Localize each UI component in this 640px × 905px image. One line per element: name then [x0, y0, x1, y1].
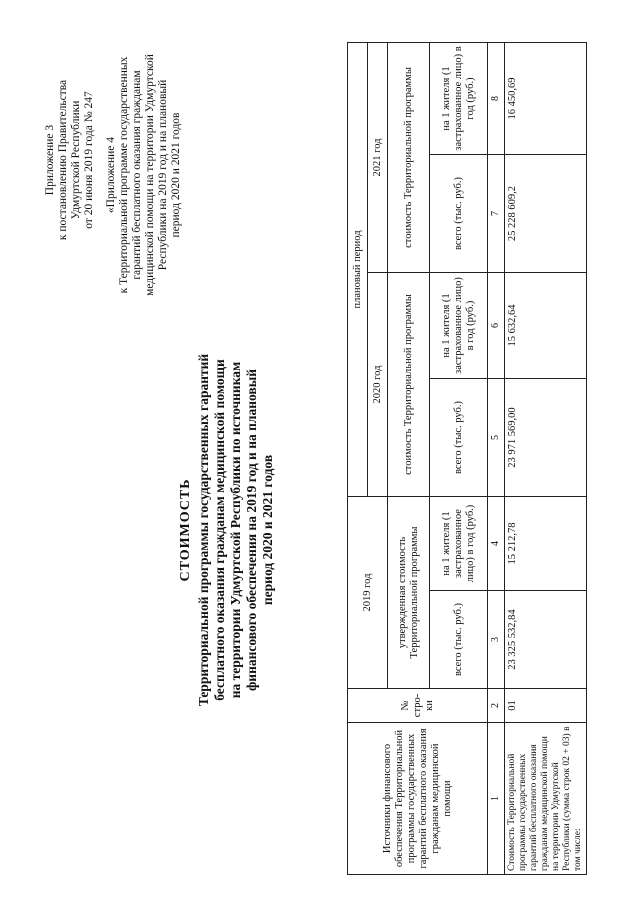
header-planned-period: плановый период [348, 42, 368, 496]
appendix-3-line: Удмуртской Республики [70, 100, 82, 220]
document-title [178, 295, 276, 765]
appendix-4-header [105, 40, 183, 310]
row-per-person-2021-cell: 16 450,69 [505, 42, 587, 154]
cost-table [347, 42, 587, 875]
column-number: 3 [488, 591, 505, 689]
appendix-4-line: период 2020 и 2021 годов [170, 112, 182, 238]
header-source: Источники финансового обеспечения Территориальной программы государственных гарантий бесплатного оказания гражданам медицинской помощи [348, 723, 488, 875]
header-per-person-2019: на 1 жителя (1 застрахованное лицо) в год (руб.) [430, 497, 488, 591]
title-line: финансового обеспечения на 2019 год и на плановый [244, 368, 259, 692]
header-approved-cost: утвержденная стоимость Территориальной программы [388, 497, 430, 689]
table-row [505, 42, 587, 874]
column-number: 6 [488, 273, 505, 379]
column-number: 2 [488, 689, 505, 723]
title-line: на территории Удмуртской Республики по источникам [228, 361, 243, 699]
row-total-2021-cell: 25 228 609,2 [505, 155, 587, 273]
title-line: период 2020 и 2021 годов [260, 454, 275, 606]
header-year-2019: 2019 год [348, 497, 388, 689]
header-year-2020: 2020 год [368, 273, 388, 497]
title-main: СТОИМОСТЬ [178, 478, 193, 582]
row-per-person-2019-cell: 15 212,78 [505, 497, 587, 591]
header-total-2021: всего (тыс. руб.) [430, 155, 488, 273]
column-number: 5 [488, 379, 505, 497]
row-line-cell: 01 [505, 689, 587, 723]
title-line: Территориальной программы государственных гарантий [196, 353, 211, 707]
appendix-4-line: гарантий бесплатного оказания гражданам [131, 70, 143, 280]
appendix-4-line: Республики на 2019 год и на плановый [157, 79, 169, 271]
header-total-2019: всего (тыс. руб.) [430, 591, 488, 689]
appendix-4-line: к Территориальной программе государственных [118, 56, 130, 294]
header-per-person-2020: на 1 жителя (1 застрахованное лицо) в год (руб.) [430, 273, 488, 379]
header-cost-2020: стоимость Территориальной программы [388, 273, 430, 497]
appendix-4-line: «Приложение 4 [105, 136, 117, 214]
appendix-4-line: медицинской помощи на территории Удмуртской [144, 54, 156, 296]
row-total-2019-cell: 23 325 532,84 [505, 591, 587, 689]
header-cost-2021: стоимость Территориальной программы [388, 42, 430, 272]
appendix-3-header [44, 55, 96, 265]
header-total-2020: всего (тыс. руб.) [430, 379, 488, 497]
row-per-person-2020-cell: 15 632,64 [505, 273, 587, 379]
header-year-2021: 2021 год [368, 42, 388, 272]
column-number: 1 [488, 723, 505, 875]
column-number: 4 [488, 497, 505, 591]
title-line: бесплатного оказания гражданам медицинской помощи [212, 359, 227, 701]
row-total-2020-cell: 23 971 569,00 [505, 379, 587, 497]
header-line-no: № стро-ки [348, 689, 488, 723]
row-source-cell: Стоимость Территориальной программы государственных гарантий бесплатного оказания гражданам медицинской помощи на территории Удмуртской Республики (сумма строк 02 + 03) в том числе: [505, 723, 587, 875]
column-number: 8 [488, 42, 505, 154]
appendix-3-line: Приложение 3 [44, 124, 56, 196]
appendix-3-line: от 20 июня 2019 года № 247 [83, 91, 95, 229]
header-per-person-2021: на 1 жителя (1 застрахованное лицо) в год (руб.) [430, 42, 488, 154]
column-number: 7 [488, 155, 505, 273]
appendix-3-line: к постановлению Правительства [57, 79, 69, 241]
